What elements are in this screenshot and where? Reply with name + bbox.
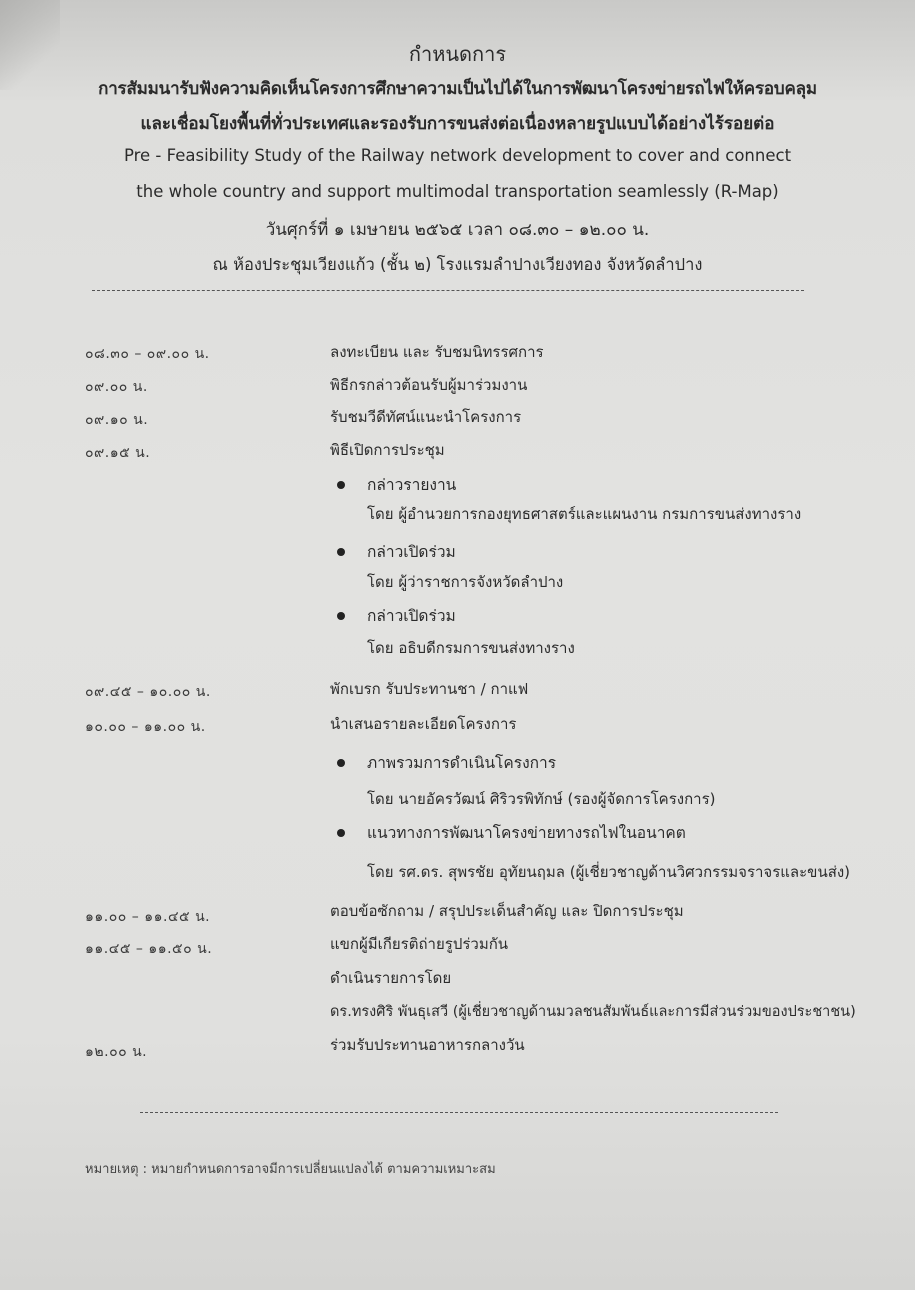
schedule-item: นำเสนอรายละเอียดโครงการ xyxy=(330,715,517,733)
footer-note: หมายเหตุ : หมายกำหนดการอาจมีการเปลี่ยนแปลงได้ ตามความเหมาะสม xyxy=(85,1162,496,1177)
header-divider xyxy=(92,290,804,291)
schedule-item: ตอบข้อซักถาม / สรุปประเด็นสำคัญ และ ปิดการประชุม xyxy=(330,902,684,920)
schedule-time: ๑๑.๐๐ – ๑๑.๔๕ น. xyxy=(85,909,211,925)
schedule-item: ลงทะเบียน และ รับชมนิทรรศการ xyxy=(330,343,544,361)
english-title-line-1: Pre - Feasibility Study of the Railway network development to cover and connect xyxy=(123,146,792,165)
bullet-icon xyxy=(337,548,345,556)
schedule-item: พิธีเปิดการประชุม xyxy=(330,441,445,459)
seminar-title-line-1: การสัมมนารับฟังความคิดเห็นโครงการศึกษาความเป็นไปได้ในการพัฒนาโครงข่ายรถไฟให้ครอบคลุม xyxy=(98,79,817,99)
bullet-icon xyxy=(337,759,345,767)
english-title-line-2: the whole country and support multimodal transportation seamlessly (R-Map) xyxy=(136,182,779,201)
schedule-item: แขกผู้มีเกียรติถ่ายรูปร่วมกัน xyxy=(330,935,509,953)
bullet-icon xyxy=(337,829,345,837)
schedule-item: พิธีกรกล่าวต้อนรับผู้มาร่วมงาน xyxy=(330,376,528,394)
schedule-time: ๐๙.๔๕ – ๑๐.๐๐ น. xyxy=(85,684,211,700)
seminar-title-line-2: และเชื่อมโยงพื้นที่ทั่วประเทศและรองรับการขนส่งต่อเนื่องหลายรูปแบบได้อย่างไร้รอยต่อ xyxy=(140,114,775,134)
schedule-time: ๐๙.๐๐ น. xyxy=(85,379,148,395)
schedule-time: ๐๙.๑๐ น. xyxy=(85,412,149,428)
moderator-name: ดร.ทรงศิริ พันธุเสวี (ผู้เชี่ยวชาญด้านมวลชนสัมพันธ์และการมีส่วนร่วมของประชาชน) xyxy=(330,1004,856,1020)
document-title: กำหนดการ xyxy=(408,42,507,66)
footer-divider xyxy=(140,1112,778,1113)
schedule-time: ๑๒.๐๐ น. xyxy=(85,1044,148,1060)
sub-item-speaker: โดย ผู้ว่าราชการจังหวัดลำปาง xyxy=(367,573,564,591)
schedule-item: พักเบรก รับประทานชา / กาแฟ xyxy=(330,680,529,698)
bullet-icon xyxy=(337,481,345,489)
schedule-item: ร่วมรับประทานอาหารกลางวัน xyxy=(330,1036,525,1054)
sub-item-speaker: โดย ผู้อำนวยการกองยุทธศาสตร์และแผนงาน กรมการขนส่งทางราง xyxy=(367,505,802,523)
event-date: วันศุกร์ที่ ๑ เมษายน ๒๕๖๕ เวลา ๐๘.๓๐ – ๑๒.๐๐ น. xyxy=(265,220,650,240)
bullet-icon xyxy=(337,612,345,620)
sub-item-title: กล่าวเปิดร่วม xyxy=(367,543,456,561)
sub-item-speaker: โดย อธิบดีกรมการขนส่งทางราง xyxy=(367,639,575,657)
schedule-time: ๑๑.๔๕ – ๑๑.๕๐ น. xyxy=(85,941,213,957)
schedule-item: รับชมวีดีทัศน์แนะนำโครงการ xyxy=(330,408,522,426)
schedule-time: ๐๘.๓๐ – ๐๙.๐๐ น. xyxy=(85,346,210,362)
sub-item-title: แนวทางการพัฒนาโครงข่ายทางรถไฟในอนาคต xyxy=(367,824,686,842)
event-venue: ณ ห้องประชุมเวียงแก้ว (ชั้น ๒) โรงแรมลำปางเวียงทอง จังหวัดลำปาง xyxy=(212,255,703,274)
schedule-time: ๐๙.๑๕ น. xyxy=(85,445,151,461)
sub-item-title: ภาพรวมการดำเนินโครงการ xyxy=(367,754,557,772)
sub-item-title: กล่าวรายงาน xyxy=(367,476,457,494)
sub-item-speaker: โดย นายอัครวัฒน์ ศิริวรพิทักษ์ (รองผู้จัดการโครงการ) xyxy=(367,790,716,808)
sub-item-speaker: โดย รศ.ดร. สุพรชัย อุทัยนฤมล (ผู้เชี่ยวชาญด้านวิศวกรรมจราจรและขนส่ง) xyxy=(367,863,851,881)
moderator-label: ดำเนินรายการโดย xyxy=(330,969,452,987)
schedule-time: ๑๐.๐๐ – ๑๑.๐๐ น. xyxy=(85,719,206,735)
sub-item-title: กล่าวเปิดร่วม xyxy=(367,607,456,625)
